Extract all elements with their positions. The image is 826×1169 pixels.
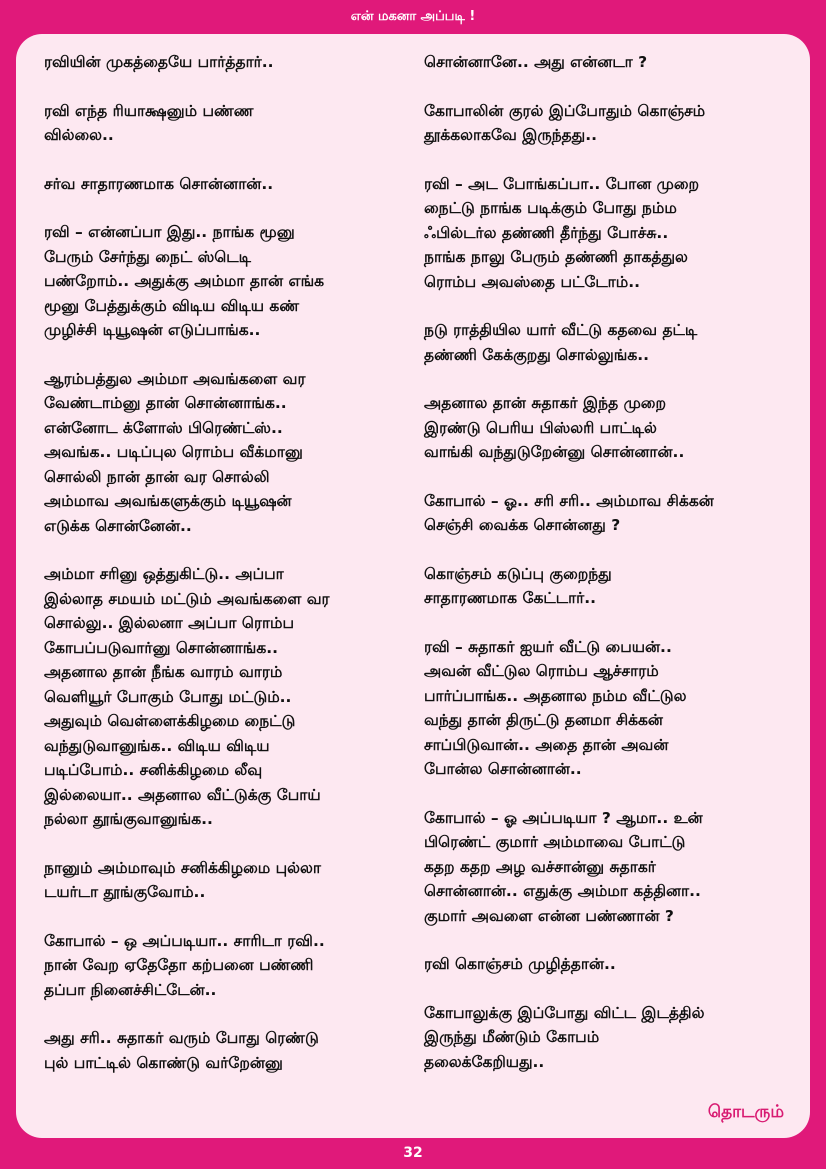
page-footer (0, 1138, 826, 1169)
paragraph: ரவி – அட போங்கப்பா.. போன முறை நைட்டு நாங்க படிக்கும் போது நம்ம ஃபில்டர்ல தண்ணி தீர்ந்து போச்சு.. நாங்க நாலு பேரும் தண்ணி தாகத்துல ரொம்ப அவஸ்தை பட்டோம்.. (424, 174, 700, 291)
paragraph: நானும் அம்மாவும் சனிக்கிழமை புல்லா டயர்டா தூங்குவோம்.. (44, 858, 321, 901)
paragraph: ரவி கொஞ்சம் முழித்தான்.. (424, 955, 616, 973)
page-number: 32 (403, 1145, 423, 1161)
magazine-title: என் மகனா அப்படி ! (350, 9, 476, 24)
paragraph: கோபால் – ஓ அப்படியா ? ஆமா.. உன் பிரெண்ட் குமார் அம்மாவை போட்டு கதற கதற அழ வச்சான்னு சுதாகர் சொன்னான்.. எதுக்கு அம்மா கத்தினா.. குமார் அவளை என்ன பண்ணான் ? (424, 808, 703, 925)
paragraph: அம்மா சரினு ஒத்துகிட்டு.. அப்பா இல்லாத சமயம் மட்டும் அவங்களை வர சொல்லு.. இல்லனா அப்பா ரொம்ப கோபப்படுவார்னு சொன்னாங்க.. அதனால தான் நீங்க வாரம் வாரம் வெளியூர் போகும் போது மட்டும்.. அதுவும் வெள்ளைக்கிழமை நைட்டு வந்துடுவானுங்க.. விடிய விடிய படிப்போம்.. சனிக்கிழமை லீவு இல்லையா.. அதனால வீட்டுக்கு போய் நல்லா தூங்குவானுங்க.. (44, 565, 330, 828)
page-header (0, 0, 826, 34)
right-column (424, 50, 794, 1098)
paragraph: சர்வ சாதாரணமாக சொன்னான்.. (44, 174, 274, 193)
paragraph: நடு ராத்தியில யார் வீட்டு கதவை தட்டி தண்ணி கேக்குறது சொல்லுங்க.. (424, 321, 698, 364)
paragraph: அது சரி.. சுதாகர் வரும் போது ரெண்டு புல் பாட்டில் கொண்டு வர்றேன்னு (44, 1029, 319, 1072)
paragraph: ரவி எந்த ரியாக்ஷனும் பண்ண வில்லை.. (44, 101, 254, 144)
paragraph: ரவியின் முகத்தையே பார்த்தார்.. (44, 53, 274, 71)
paragraph: கோபாலின் குரல் இப்போதும் கொஞ்சம் தூக்கலாகவே இருந்தது.. (424, 101, 706, 144)
left-column (44, 50, 414, 1099)
paragraph: ரவி – சுதாகர் ஐயர் வீட்டு பையன்.. அவன் வீட்டுல ரொம்ப ஆச்சாரம் பார்ப்பாங்க.. அதனால நம்ம வீட்டுல வந்து தான் திருட்டு தனமா சிக்கன் சாப்பிடுவான்.. அதை தான் அவன் போன்ல சொன்னான்.. (424, 637, 687, 778)
paragraph: கோபால் – ஓ.. சரி சரி.. அம்மாவ சிக்கன் செஞ்சி வைக்க சொன்னது ? (424, 491, 714, 534)
content-panel (16, 34, 810, 1138)
paragraph: சொன்னானே.. அது என்னடா ? (424, 53, 648, 71)
continued-label: தொடரும் (707, 1102, 784, 1122)
paragraph: ஆரம்பத்துல அம்மா அவங்களை வர வேண்டாம்னு தான் சொன்னாங்க.. என்னோட க்ளோஸ் பிரெண்ட்ஸ்.. அவங்க.. படிப்புல ரொம்ப வீக்மானு சொல்லி நான் தான் வர சொல்லி அம்மாவ அவங்களுக்கும் டியூஷன் எடுக்க சொன்னேன்.. (44, 369, 306, 535)
paragraph: கோபாலுக்கு இப்போது விட்ட இடத்தில் இருந்து மீண்டும் கோபம் தலைக்கேறியது.. (424, 1003, 705, 1071)
paragraph: ரவி – என்னப்பா இது.. நாங்க மூனு பேரும் சேர்ந்து நைட் ஸ்டெடி பண்றோம்.. அதுக்கு அம்மா தான் எங்க மூனு பேத்துக்கும் விடிய விடிய கண் முழிச்சி டியூஷன் எடுப்பாங்க.. (44, 223, 325, 339)
paragraph: கோபால் – ஒ அப்படியா.. சாரிடா ரவி.. நான் வேற ஏதேதோ கற்பனை பண்ணி தப்பா நினைச்சிட்டேன்.. (44, 931, 325, 999)
paragraph: அதனால தான் சுதாகர் இந்த முறை இரண்டு பெரிய பிஸ்லரி பாட்டில் வாங்கி வந்துடுறேன்னு சொன்னான்.. (424, 394, 685, 461)
paragraph: கொஞ்சம் கடுப்பு குறைந்து சாதாரணமாக கேட்டார்.. (424, 564, 612, 607)
